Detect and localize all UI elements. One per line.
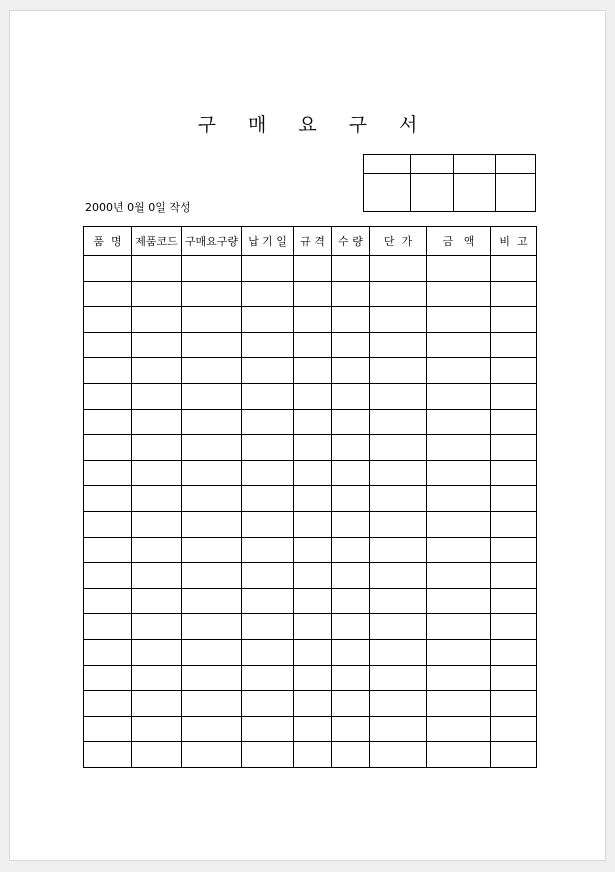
table-cell[interactable]: [332, 256, 370, 282]
table-cell[interactable]: [294, 716, 332, 742]
table-cell[interactable]: [332, 614, 370, 640]
table-cell[interactable]: [84, 256, 132, 282]
table-cell[interactable]: [294, 691, 332, 717]
table-cell[interactable]: [242, 281, 294, 307]
title-char: 구: [348, 114, 368, 136]
approval-label-cell: [411, 155, 454, 174]
table-cell[interactable]: [84, 460, 132, 486]
table-cell[interactable]: [294, 256, 332, 282]
table-cell[interactable]: [332, 563, 370, 589]
table-cell[interactable]: [132, 537, 182, 563]
title-char: 서: [399, 114, 418, 136]
table-cell[interactable]: [427, 383, 491, 409]
table-cell[interactable]: [182, 563, 242, 589]
title-char: 구: [197, 114, 216, 136]
table-cell[interactable]: [182, 281, 242, 307]
table-cell[interactable]: [242, 691, 294, 717]
table-row: [84, 665, 537, 691]
table-row: [84, 383, 537, 409]
table-cell[interactable]: [427, 614, 491, 640]
table-cell[interactable]: [427, 716, 491, 742]
table-cell[interactable]: [132, 383, 182, 409]
table-cell[interactable]: [242, 256, 294, 282]
table-cell[interactable]: [84, 435, 132, 461]
document-title: [0, 110, 615, 137]
table-cell[interactable]: [242, 486, 294, 512]
table-cell[interactable]: [332, 332, 370, 358]
table-cell[interactable]: [84, 665, 132, 691]
table-cell[interactable]: [84, 358, 132, 384]
table-cell[interactable]: [242, 614, 294, 640]
table-cell[interactable]: [491, 563, 537, 589]
table-cell[interactable]: [242, 537, 294, 563]
table-cell[interactable]: [294, 409, 332, 435]
table-cell[interactable]: [242, 383, 294, 409]
header-unit-price: 단 가: [370, 227, 427, 256]
table-row: [84, 358, 537, 384]
table-cell[interactable]: [491, 716, 537, 742]
table-cell[interactable]: [370, 435, 427, 461]
table-cell[interactable]: [370, 307, 427, 333]
table-cell[interactable]: [332, 511, 370, 537]
table-cell[interactable]: [370, 665, 427, 691]
table-row: [84, 486, 537, 512]
table-cell[interactable]: [332, 742, 370, 768]
table-cell[interactable]: [332, 537, 370, 563]
table-cell[interactable]: [491, 281, 537, 307]
table-cell[interactable]: [132, 460, 182, 486]
table-cell[interactable]: [491, 460, 537, 486]
table-cell[interactable]: [332, 716, 370, 742]
table-cell[interactable]: [182, 614, 242, 640]
table-cell[interactable]: [132, 435, 182, 461]
table-cell[interactable]: [84, 639, 132, 665]
table-cell[interactable]: [182, 486, 242, 512]
table-cell[interactable]: [242, 409, 294, 435]
table-cell[interactable]: [491, 256, 537, 282]
table-cell[interactable]: [84, 537, 132, 563]
table-cell[interactable]: [491, 511, 537, 537]
table-cell[interactable]: [132, 691, 182, 717]
table-cell[interactable]: [242, 665, 294, 691]
table-cell[interactable]: [182, 358, 242, 384]
table-cell[interactable]: [370, 691, 427, 717]
table-cell[interactable]: [182, 742, 242, 768]
table-cell[interactable]: [370, 588, 427, 614]
table-cell[interactable]: [242, 563, 294, 589]
table-row: [84, 537, 537, 563]
table-cell[interactable]: [332, 460, 370, 486]
table-cell[interactable]: [427, 665, 491, 691]
table-cell[interactable]: [332, 639, 370, 665]
table-cell[interactable]: [132, 639, 182, 665]
table-cell[interactable]: [491, 742, 537, 768]
table-cell[interactable]: [332, 307, 370, 333]
table-cell[interactable]: [84, 563, 132, 589]
table-cell[interactable]: [242, 358, 294, 384]
table-cell[interactable]: [370, 486, 427, 512]
approval-label-cell: [454, 155, 496, 174]
table-cell[interactable]: [182, 435, 242, 461]
table-cell[interactable]: [182, 665, 242, 691]
table-cell[interactable]: [332, 691, 370, 717]
table-cell[interactable]: [294, 511, 332, 537]
table-cell[interactable]: [84, 742, 132, 768]
table-cell[interactable]: [132, 409, 182, 435]
table-cell[interactable]: [182, 639, 242, 665]
table-cell[interactable]: [491, 307, 537, 333]
table-cell[interactable]: [242, 460, 294, 486]
table-cell[interactable]: [132, 511, 182, 537]
table-cell[interactable]: [427, 256, 491, 282]
table-cell[interactable]: [332, 588, 370, 614]
table-cell[interactable]: [332, 665, 370, 691]
table-cell[interactable]: [427, 511, 491, 537]
table-cell[interactable]: [491, 383, 537, 409]
header-request-quantity: 구매요구량: [182, 227, 242, 256]
purchase-request-table: [83, 226, 537, 768]
table-cell[interactable]: [182, 537, 242, 563]
table-cell[interactable]: [182, 460, 242, 486]
table-cell[interactable]: [370, 358, 427, 384]
table-header-row: [84, 227, 537, 256]
table-cell[interactable]: [294, 742, 332, 768]
approval-box: [363, 154, 536, 212]
table-cell[interactable]: [427, 332, 491, 358]
table-cell[interactable]: [182, 691, 242, 717]
table-cell[interactable]: [370, 281, 427, 307]
approval-label-cell: [364, 155, 411, 174]
approval-sign-cell[interactable]: [411, 174, 454, 212]
table-cell[interactable]: [294, 435, 332, 461]
table-cell[interactable]: [294, 281, 332, 307]
table-cell[interactable]: [84, 716, 132, 742]
table-row: [84, 691, 537, 717]
table-row: [84, 281, 537, 307]
table-cell[interactable]: [491, 409, 537, 435]
table-row: [84, 742, 537, 768]
table-cell[interactable]: [491, 691, 537, 717]
table-cell[interactable]: [294, 307, 332, 333]
table-cell[interactable]: [84, 281, 132, 307]
table-cell[interactable]: [84, 614, 132, 640]
table-cell[interactable]: [84, 511, 132, 537]
table-cell[interactable]: [332, 435, 370, 461]
table-row: [84, 307, 537, 333]
table-row: [84, 639, 537, 665]
table-cell[interactable]: [294, 665, 332, 691]
table-cell[interactable]: [132, 332, 182, 358]
table-cell[interactable]: [370, 639, 427, 665]
table-cell[interactable]: [491, 588, 537, 614]
table-cell[interactable]: [370, 511, 427, 537]
table-cell[interactable]: [427, 691, 491, 717]
table-row: [84, 409, 537, 435]
table-cell[interactable]: [132, 665, 182, 691]
table-cell[interactable]: [182, 332, 242, 358]
table-cell[interactable]: [427, 281, 491, 307]
table-cell[interactable]: [294, 563, 332, 589]
table-cell[interactable]: [132, 563, 182, 589]
table-cell[interactable]: [182, 716, 242, 742]
table-cell[interactable]: [84, 383, 132, 409]
date-written: 2000년 0월 0일 작성: [85, 201, 191, 214]
table-cell[interactable]: [491, 665, 537, 691]
table-cell[interactable]: [427, 358, 491, 384]
table-cell[interactable]: [427, 742, 491, 768]
table-cell[interactable]: [491, 435, 537, 461]
table-cell[interactable]: [491, 332, 537, 358]
table-cell[interactable]: [294, 588, 332, 614]
table-cell[interactable]: [84, 588, 132, 614]
table-cell[interactable]: [242, 742, 294, 768]
table-cell[interactable]: [132, 307, 182, 333]
table-cell[interactable]: [370, 332, 427, 358]
table-cell[interactable]: [242, 511, 294, 537]
table-cell[interactable]: [182, 256, 242, 282]
table-row: [84, 511, 537, 537]
table-cell[interactable]: [427, 460, 491, 486]
table-cell[interactable]: [132, 588, 182, 614]
header-due-date: 납 기 일: [242, 227, 294, 256]
table-cell[interactable]: [242, 307, 294, 333]
table-cell[interactable]: [427, 639, 491, 665]
table-cell[interactable]: [427, 409, 491, 435]
table-cell[interactable]: [427, 435, 491, 461]
table-cell[interactable]: [427, 537, 491, 563]
table-row: [84, 563, 537, 589]
table-cell[interactable]: [370, 742, 427, 768]
table-cell[interactable]: [242, 639, 294, 665]
table-cell[interactable]: [242, 588, 294, 614]
table-cell[interactable]: [294, 614, 332, 640]
table-cell[interactable]: [242, 435, 294, 461]
table-cell[interactable]: [84, 332, 132, 358]
table-cell[interactable]: [294, 460, 332, 486]
table-cell[interactable]: [332, 281, 370, 307]
table-cell[interactable]: [491, 486, 537, 512]
table-cell[interactable]: [182, 307, 242, 333]
table-cell[interactable]: [84, 691, 132, 717]
table-cell[interactable]: [294, 383, 332, 409]
table-cell[interactable]: [84, 409, 132, 435]
table-row: [84, 256, 537, 282]
table-cell[interactable]: [370, 614, 427, 640]
table-cell[interactable]: [370, 256, 427, 282]
table-cell[interactable]: [427, 486, 491, 512]
table-cell[interactable]: [332, 409, 370, 435]
header-spec: 규 격: [294, 227, 332, 256]
table-cell[interactable]: [370, 383, 427, 409]
table-cell[interactable]: [132, 614, 182, 640]
table-cell[interactable]: [132, 742, 182, 768]
table-cell[interactable]: [427, 588, 491, 614]
table-row: [84, 435, 537, 461]
table-row: [84, 460, 537, 486]
approval-sign-cell[interactable]: [364, 174, 411, 212]
table-cell[interactable]: [491, 639, 537, 665]
table-cell[interactable]: [294, 486, 332, 512]
approval-sign-cell[interactable]: [454, 174, 496, 212]
table-cell[interactable]: [84, 307, 132, 333]
table-row: [84, 332, 537, 358]
approval-label-cell: [496, 155, 536, 174]
table-cell[interactable]: [132, 716, 182, 742]
table-cell[interactable]: [370, 537, 427, 563]
header-amount: 금 액: [427, 227, 491, 256]
table-cell[interactable]: [491, 358, 537, 384]
table-cell[interactable]: [491, 614, 537, 640]
table-row: [84, 716, 537, 742]
table-cell[interactable]: [132, 358, 182, 384]
table-cell[interactable]: [242, 332, 294, 358]
table-cell[interactable]: [427, 563, 491, 589]
table-cell[interactable]: [294, 639, 332, 665]
table-cell[interactable]: [370, 563, 427, 589]
table-cell[interactable]: [294, 537, 332, 563]
approval-sign-cell[interactable]: [496, 174, 536, 212]
header-remarks: 비 고: [491, 227, 537, 256]
table-cell[interactable]: [132, 486, 182, 512]
table-cell[interactable]: [332, 383, 370, 409]
title-char: 매: [247, 114, 267, 136]
table-cell[interactable]: [370, 409, 427, 435]
table-cell[interactable]: [182, 409, 242, 435]
table-row: [84, 588, 537, 614]
table-cell[interactable]: [132, 281, 182, 307]
table-cell[interactable]: [294, 332, 332, 358]
title-char: 요: [298, 114, 317, 136]
table-cell[interactable]: [182, 588, 242, 614]
table-cell[interactable]: [182, 511, 242, 537]
table-cell[interactable]: [132, 256, 182, 282]
table-cell[interactable]: [427, 307, 491, 333]
table-cell[interactable]: [182, 383, 242, 409]
table-cell[interactable]: [491, 537, 537, 563]
table-cell[interactable]: [294, 358, 332, 384]
table-cell[interactable]: [370, 460, 427, 486]
table-cell[interactable]: [370, 716, 427, 742]
table-cell[interactable]: [332, 358, 370, 384]
table-cell[interactable]: [332, 486, 370, 512]
header-product-code: 제품코드: [132, 227, 182, 256]
header-item-name: 품 명: [84, 227, 132, 256]
table-row: [84, 614, 537, 640]
table-cell[interactable]: [242, 716, 294, 742]
table-cell[interactable]: [84, 486, 132, 512]
header-quantity: 수 량: [332, 227, 370, 256]
